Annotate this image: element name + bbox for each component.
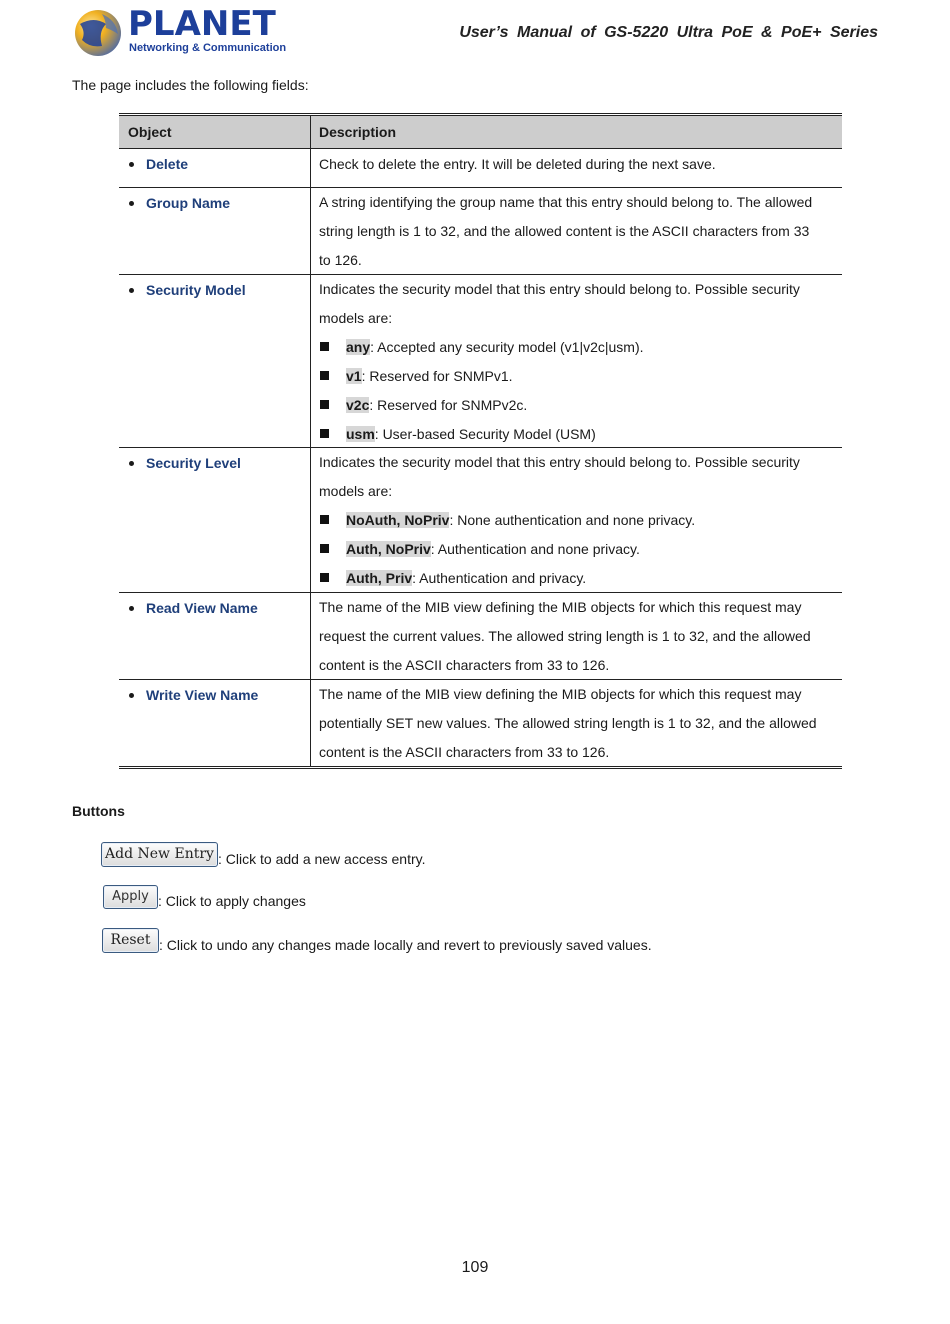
option-noauth-nopriv	[319, 506, 842, 535]
desc-line: content is the ASCII characters from 33 to 126.	[319, 657, 610, 673]
desc-line: The name of the MIB view defining the MIB objects for which this request may	[319, 686, 802, 702]
object-group-name	[128, 194, 310, 212]
bullet-icon	[129, 693, 134, 698]
button-desc-apply	[103, 885, 306, 909]
table-row	[119, 188, 842, 275]
button-description: : Click to add a new access entry.	[218, 851, 426, 867]
table-row	[119, 275, 842, 448]
option-text: : Authentication and none privacy.	[430, 541, 640, 557]
object-security-level	[128, 454, 310, 472]
option-key: v2c	[346, 397, 370, 413]
desc-line: content is the ASCII characters from 33 to 126.	[319, 744, 610, 760]
header-description: Description	[319, 124, 397, 140]
option-text: : Reserved for SNMPv1.	[361, 368, 513, 384]
apply-button[interactable]: Apply	[103, 885, 158, 909]
desc-line: request the current values. The allowed string length is 1 to 32, and the allowed	[319, 628, 811, 644]
desc-line: A string identifying the group name that this entry should belong to. The allowed	[319, 194, 813, 210]
header-object: Object	[119, 116, 311, 148]
object-label: Delete	[146, 156, 189, 172]
reset-button[interactable]: Reset	[102, 928, 159, 953]
option-key: Auth, NoPriv	[346, 541, 431, 557]
add-new-entry-button[interactable]: Add New Entry	[101, 842, 218, 867]
option-usm	[319, 420, 842, 449]
square-bullet-icon	[320, 573, 329, 582]
table-row	[119, 149, 842, 188]
object-label: Write View Name	[146, 687, 259, 703]
object-label: Security Level	[146, 455, 241, 471]
desc-line: models are:	[319, 310, 393, 326]
logo-wordmark: PLANET	[128, 4, 276, 44]
button-desc-add	[101, 842, 426, 867]
object-write-view-name	[128, 686, 310, 704]
table-row	[119, 593, 842, 680]
square-bullet-icon	[320, 371, 329, 380]
square-bullet-icon	[320, 515, 329, 524]
option-auth-priv	[319, 564, 842, 593]
option-key: NoAuth, NoPriv	[346, 512, 450, 528]
object-delete	[128, 155, 310, 173]
option-v1	[319, 362, 842, 391]
option-key: v1	[346, 368, 362, 384]
planet-logo	[72, 4, 287, 58]
desc-line: models are:	[319, 483, 393, 499]
button-description: : Click to undo any changes made locally and revert to previously saved values.	[159, 937, 652, 953]
bullet-icon	[129, 201, 134, 206]
object-read-view-name	[128, 599, 310, 617]
bullet-icon	[129, 606, 134, 611]
desc-line: to 126.	[319, 252, 362, 268]
table-header	[119, 116, 842, 149]
desc-line: Check to delete the entry. It will be deleted during the next save.	[319, 156, 716, 172]
option-v2c	[319, 391, 842, 420]
option-text: : Accepted any security model (v1|v2c|usm).	[370, 339, 644, 355]
square-bullet-icon	[320, 400, 329, 409]
square-bullet-icon	[320, 544, 329, 553]
desc-line: The name of the MIB view defining the MIB objects for which this request may	[319, 599, 802, 615]
page-number: 109	[461, 1259, 489, 1276]
bullet-icon	[129, 288, 134, 293]
object-label: Security Model	[146, 282, 246, 298]
fields-table	[119, 113, 842, 769]
option-key: usm	[346, 426, 375, 442]
square-bullet-icon	[320, 429, 329, 438]
object-security-model	[128, 281, 310, 299]
table-row	[119, 680, 842, 766]
bullet-icon	[129, 461, 134, 466]
option-key: any	[346, 339, 371, 355]
option-text: : Authentication and privacy.	[412, 570, 587, 586]
object-label: Group Name	[146, 195, 231, 211]
button-description: : Click to apply changes	[158, 893, 306, 909]
desc-line: Indicates the security model that this entry should belong to. Possible security	[319, 454, 800, 470]
bullet-icon	[129, 162, 134, 167]
logo-subtext: Networking & Communication	[129, 42, 287, 54]
square-bullet-icon	[320, 342, 329, 351]
option-text: : None authentication and none privacy.	[449, 512, 696, 528]
object-label: Read View Name	[146, 600, 258, 616]
intro-text: The page includes the following fields:	[72, 77, 309, 93]
buttons-heading: Buttons	[72, 803, 125, 819]
button-desc-reset	[102, 928, 652, 953]
option-auth-nopriv	[319, 535, 842, 564]
desc-line: Indicates the security model that this entry should belong to. Possible security	[319, 281, 800, 297]
option-key: Auth, Priv	[346, 570, 413, 586]
globe-icon	[72, 6, 124, 58]
table-row	[119, 448, 842, 593]
desc-line: potentially SET new values. The allowed string length is 1 to 32, and the allowed	[319, 715, 817, 731]
option-text: : Reserved for SNMPv2c.	[369, 397, 528, 413]
option-any	[319, 333, 842, 362]
option-text: : User-based Security Model (USM)	[374, 426, 596, 442]
manual-title: User’s Manual of GS-5220 Ultra PoE & PoE+ Series	[459, 24, 878, 41]
desc-line: string length is 1 to 32, and the allowed content is the ASCII characters from 33	[319, 223, 810, 239]
